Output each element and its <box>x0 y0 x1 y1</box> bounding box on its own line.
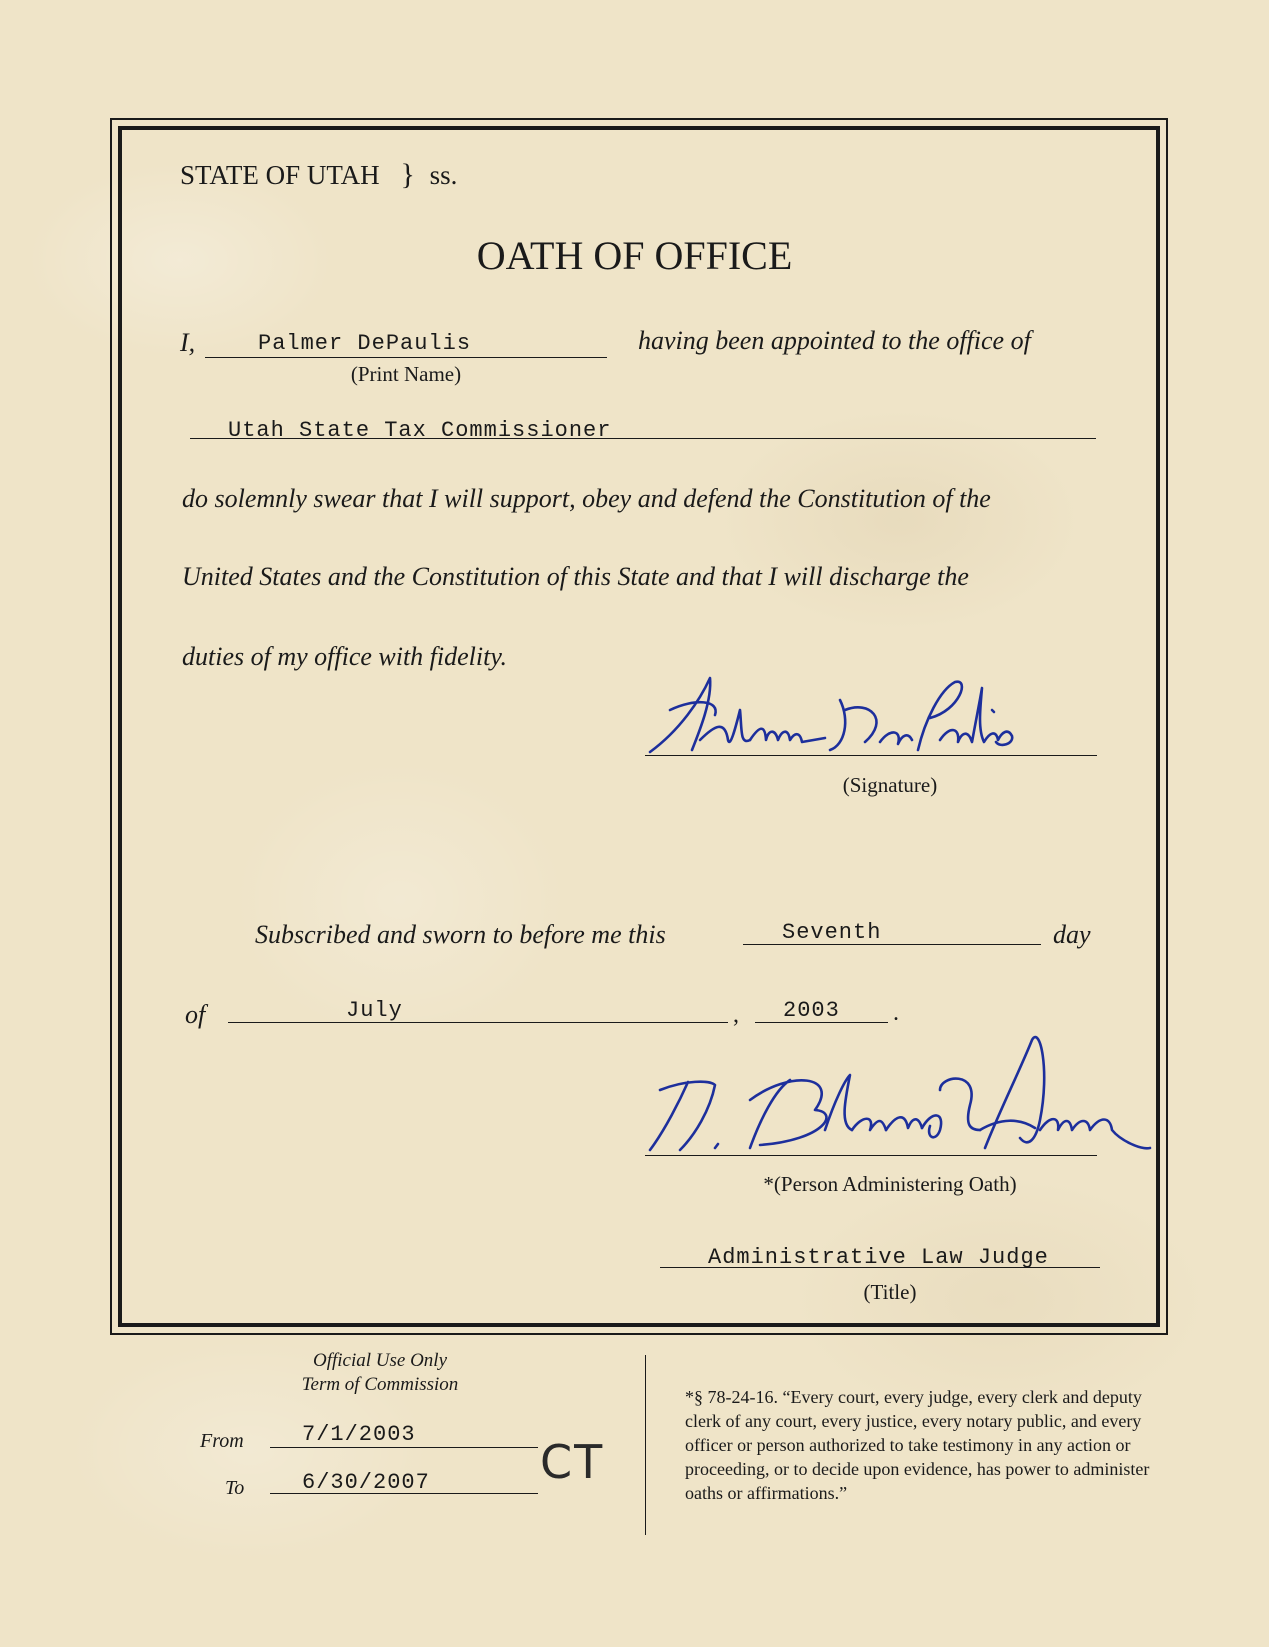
to-value: 6/30/2007 <box>302 1470 430 1495</box>
month-value: July <box>346 998 403 1023</box>
title-line <box>660 1267 1100 1268</box>
day-value: Seventh <box>782 920 882 945</box>
title-value: Administrative Law Judge <box>708 1245 1049 1270</box>
oath-text-line-1: do solemnly swear that I will support, obey and defend the Constitution of the <box>182 484 991 513</box>
state-name: STATE OF UTAH <box>180 160 380 190</box>
title-caption: (Title) <box>863 1280 917 1304</box>
year-value: 2003 <box>783 998 840 1023</box>
print-name-caption: (Print Name) <box>350 362 462 386</box>
from-line <box>270 1447 538 1448</box>
oath-prefix: I, <box>180 328 196 357</box>
to-label: To <box>225 1477 245 1499</box>
comma: , <box>733 1002 739 1028</box>
page-title: OATH OF OFFICE <box>476 233 793 278</box>
appointed-text: having been appointed to the office of <box>638 326 1031 355</box>
initials-handwritten: CT <box>540 1435 605 1489</box>
to-line <box>270 1493 538 1494</box>
sworn-text: Subscribed and sworn to before me this <box>255 920 666 949</box>
signature-line <box>645 755 1097 756</box>
administrator-line <box>645 1155 1097 1156</box>
office-line <box>190 438 1096 439</box>
from-label: From <box>200 1430 244 1452</box>
section-divider <box>645 1355 646 1535</box>
administrator-signature <box>640 1030 1160 1160</box>
from-value: 7/1/2003 <box>302 1422 416 1447</box>
term-heading: Term of Commission <box>301 1374 459 1395</box>
print-name-value: Palmer DePaulis <box>258 331 472 356</box>
ss-abbrev: ss. <box>429 160 458 190</box>
day-line <box>743 944 1041 945</box>
footnote-text: *§ 78-24-16. “Every court, every judge, every clerk and deputy clerk of any court, every justice, every notary public, and every officer or person authorized to take testimony in any action or proceeding, or to decide upon evidence, has power to administer oaths or affirmations.” <box>685 1387 1150 1503</box>
office-value: Utah State Tax Commissioner <box>228 418 612 443</box>
month-line <box>228 1022 728 1023</box>
official-use-heading: Official Use Only <box>312 1350 448 1371</box>
oath-text-line-2: United States and the Constitution of this State and that I will discharge the <box>182 562 969 591</box>
print-name-line <box>205 357 607 358</box>
administrator-caption: *(Person Administering Oath) <box>763 1172 1017 1196</box>
oath-text-line-3: duties of my office with fidelity. <box>182 642 507 671</box>
period: . <box>893 1000 899 1026</box>
state-heading <box>180 158 457 192</box>
oath-taker-signature <box>640 670 1060 760</box>
of-word: of <box>185 1000 206 1029</box>
brace-symbol: } <box>400 158 415 191</box>
year-line <box>755 1022 888 1023</box>
signature-caption: (Signature) <box>842 773 938 797</box>
day-word: day <box>1053 920 1091 949</box>
